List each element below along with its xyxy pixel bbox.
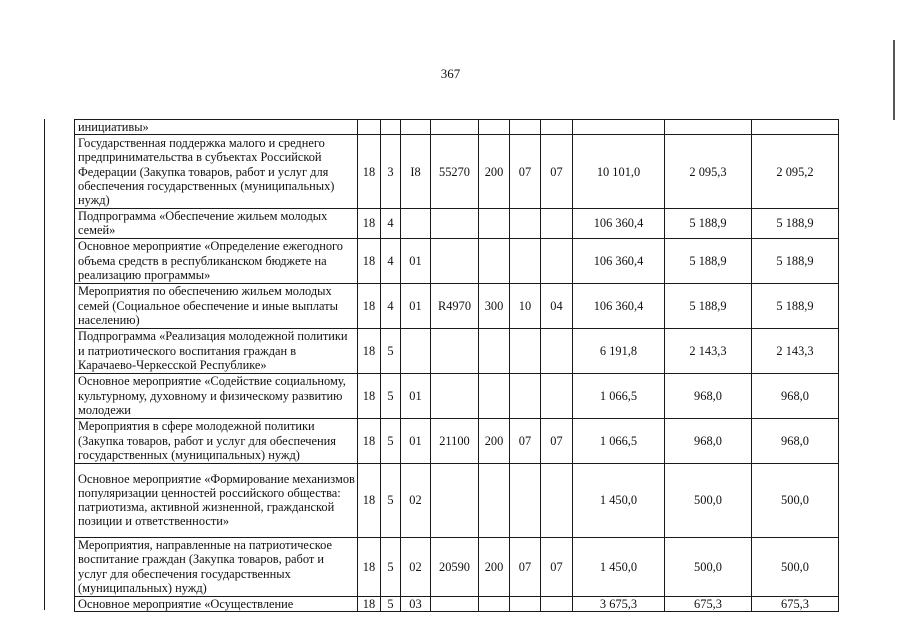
row-name: Мероприятия в сфере молодежной политики (Закупка товаров, работ и услуг для обеспечения государственных (муниципальных) нужд) bbox=[75, 418, 358, 463]
row-amount-total: 1 066,5 bbox=[573, 418, 665, 463]
table-row bbox=[75, 135, 839, 209]
row-code-section bbox=[510, 209, 541, 238]
row-name: Подпрограмма «Реализация молодежной политики и патриотического воспитания граждан в Карачаево-Черкесской Республике» bbox=[75, 328, 358, 373]
row-code-subprogram: 5 bbox=[381, 537, 401, 596]
row-code-ministry: 18 bbox=[358, 283, 381, 328]
row-amount-2: 5 188,9 bbox=[665, 238, 752, 283]
row-code-section: 07 bbox=[510, 418, 541, 463]
row-code-subsection: 04 bbox=[541, 283, 573, 328]
row-name: Основное мероприятие «Содействие социальному, культурному, духовному и физическому развитию молодежи bbox=[75, 373, 358, 418]
row-amount-total: 6 191,8 bbox=[573, 328, 665, 373]
row-code-expense-type: 200 bbox=[479, 537, 510, 596]
row-code-subprogram: 5 bbox=[381, 328, 401, 373]
row-code-event: 03 bbox=[401, 596, 431, 611]
table-row bbox=[75, 238, 839, 283]
row-code-expense-type bbox=[479, 120, 510, 135]
row-code-ministry: 18 bbox=[358, 328, 381, 373]
row-code-direction bbox=[431, 209, 479, 238]
row-code-subprogram: 3 bbox=[381, 135, 401, 209]
table-row bbox=[75, 283, 839, 328]
row-code-direction bbox=[431, 463, 479, 537]
row-code-section: 07 bbox=[510, 135, 541, 209]
row-code-section bbox=[510, 373, 541, 418]
table-row bbox=[75, 209, 839, 238]
row-amount-2 bbox=[665, 120, 752, 135]
row-code-subsection: 07 bbox=[541, 537, 573, 596]
row-code-event: 01 bbox=[401, 238, 431, 283]
row-name: инициативы» bbox=[75, 120, 358, 135]
row-code-event: 02 bbox=[401, 537, 431, 596]
table-row bbox=[75, 328, 839, 373]
row-code-direction bbox=[431, 328, 479, 373]
row-amount-2: 5 188,9 bbox=[665, 283, 752, 328]
row-code-section bbox=[510, 120, 541, 135]
row-code-expense-type: 200 bbox=[479, 135, 510, 209]
row-code-subprogram: 4 bbox=[381, 283, 401, 328]
row-code-event: 01 bbox=[401, 283, 431, 328]
row-code-direction bbox=[431, 238, 479, 283]
row-code-subprogram bbox=[381, 120, 401, 135]
row-code-direction bbox=[431, 596, 479, 611]
row-amount-2: 968,0 bbox=[665, 418, 752, 463]
row-amount-3: 500,0 bbox=[752, 463, 839, 537]
table-row bbox=[75, 596, 839, 611]
row-code-subsection bbox=[541, 120, 573, 135]
row-amount-2: 5 188,9 bbox=[665, 209, 752, 238]
row-code-event bbox=[401, 209, 431, 238]
row-code-expense-type bbox=[479, 209, 510, 238]
row-amount-3 bbox=[752, 120, 839, 135]
row-amount-total: 1 450,0 bbox=[573, 537, 665, 596]
table-row bbox=[75, 537, 839, 596]
row-amount-2: 968,0 bbox=[665, 373, 752, 418]
row-code-subprogram: 4 bbox=[381, 238, 401, 283]
row-code-subsection bbox=[541, 463, 573, 537]
row-name: Основное мероприятие «Формирование механизмов популяризации ценностей российского общества: патриотизма, активной жизненной, гражданской позиции и ответственности» bbox=[75, 463, 358, 537]
row-code-section bbox=[510, 328, 541, 373]
row-amount-total bbox=[573, 120, 665, 135]
page-number: 367 bbox=[440, 66, 461, 81]
row-code-subprogram: 5 bbox=[381, 463, 401, 537]
row-code-expense-type: 300 bbox=[479, 283, 510, 328]
row-code-direction: 55270 bbox=[431, 135, 479, 209]
row-code-event bbox=[401, 328, 431, 373]
row-code-section: 07 bbox=[510, 537, 541, 596]
row-code-ministry: 18 bbox=[358, 463, 381, 537]
row-amount-total: 10 101,0 bbox=[573, 135, 665, 209]
table-left-border bbox=[44, 119, 45, 610]
row-amount-total: 1 450,0 bbox=[573, 463, 665, 537]
row-amount-3: 968,0 bbox=[752, 418, 839, 463]
row-code-section bbox=[510, 238, 541, 283]
row-name: Мероприятия по обеспечению жильем молодых семей (Социальное обеспечение и иные выплаты населению) bbox=[75, 283, 358, 328]
row-amount-3: 2 143,3 bbox=[752, 328, 839, 373]
row-amount-2: 500,0 bbox=[665, 537, 752, 596]
row-code-direction: R4970 bbox=[431, 283, 479, 328]
row-code-expense-type bbox=[479, 328, 510, 373]
row-code-subprogram: 4 bbox=[381, 209, 401, 238]
row-code-section: 10 bbox=[510, 283, 541, 328]
row-code-expense-type bbox=[479, 373, 510, 418]
row-code-direction: 21100 bbox=[431, 418, 479, 463]
row-name: Мероприятия, направленные на патриотическое воспитание граждан (Закупка товаров, работ и услуг для обеспечения государственных (муниципальных) нужд) bbox=[75, 537, 358, 596]
row-amount-total: 3 675,3 bbox=[573, 596, 665, 611]
row-amount-total: 106 360,4 bbox=[573, 209, 665, 238]
row-code-direction: 20590 bbox=[431, 537, 479, 596]
row-amount-3: 2 095,2 bbox=[752, 135, 839, 209]
table-row bbox=[75, 463, 839, 537]
row-code-expense-type bbox=[479, 238, 510, 283]
row-amount-3: 675,3 bbox=[752, 596, 839, 611]
row-code-subsection: 07 bbox=[541, 418, 573, 463]
row-amount-total: 106 360,4 bbox=[573, 238, 665, 283]
row-code-subprogram: 5 bbox=[381, 373, 401, 418]
row-amount-total: 1 066,5 bbox=[573, 373, 665, 418]
row-code-direction bbox=[431, 373, 479, 418]
row-name: Основное мероприятие «Осуществление bbox=[75, 596, 358, 611]
row-code-section bbox=[510, 463, 541, 537]
row-code-subsection: 07 bbox=[541, 135, 573, 209]
row-code-ministry bbox=[358, 120, 381, 135]
row-code-event: 02 bbox=[401, 463, 431, 537]
row-amount-2: 2 095,3 bbox=[665, 135, 752, 209]
row-code-event: 01 bbox=[401, 373, 431, 418]
row-code-subsection bbox=[541, 328, 573, 373]
row-code-subsection bbox=[541, 238, 573, 283]
row-name: Подпрограмма «Обеспечение жильем молодых семей» bbox=[75, 209, 358, 238]
row-code-event: I8 bbox=[401, 135, 431, 209]
row-name: Государственная поддержка малого и среднего предпринимательства в субъектах Российской Федерации (Закупка товаров, работ и услуг для обеспечения государственных (муниципальных) нужд) bbox=[75, 135, 358, 209]
row-code-event: 01 bbox=[401, 418, 431, 463]
row-amount-3: 968,0 bbox=[752, 373, 839, 418]
row-code-event bbox=[401, 120, 431, 135]
row-code-expense-type bbox=[479, 463, 510, 537]
row-code-expense-type: 200 bbox=[479, 418, 510, 463]
row-code-ministry: 18 bbox=[358, 238, 381, 283]
row-code-subsection bbox=[541, 596, 573, 611]
row-code-ministry: 18 bbox=[358, 596, 381, 611]
row-code-section bbox=[510, 596, 541, 611]
row-code-ministry: 18 bbox=[358, 418, 381, 463]
row-amount-2: 500,0 bbox=[665, 463, 752, 537]
table-row bbox=[75, 373, 839, 418]
table-row bbox=[75, 120, 839, 135]
row-amount-2: 675,3 bbox=[665, 596, 752, 611]
row-amount-3: 5 188,9 bbox=[752, 209, 839, 238]
row-amount-3: 5 188,9 bbox=[752, 283, 839, 328]
row-code-direction bbox=[431, 120, 479, 135]
row-code-subsection bbox=[541, 373, 573, 418]
budget-table bbox=[74, 119, 839, 612]
row-amount-total: 106 360,4 bbox=[573, 283, 665, 328]
row-amount-2: 2 143,3 bbox=[665, 328, 752, 373]
budget-table-body bbox=[75, 120, 839, 612]
row-code-ministry: 18 bbox=[358, 373, 381, 418]
row-amount-3: 500,0 bbox=[752, 537, 839, 596]
row-code-subprogram: 5 bbox=[381, 418, 401, 463]
row-code-subprogram: 5 bbox=[381, 596, 401, 611]
row-amount-3: 5 188,9 bbox=[752, 238, 839, 283]
row-code-expense-type bbox=[479, 596, 510, 611]
row-code-subsection bbox=[541, 209, 573, 238]
row-code-ministry: 18 bbox=[358, 537, 381, 596]
row-code-ministry: 18 bbox=[358, 135, 381, 209]
row-code-ministry: 18 bbox=[358, 209, 381, 238]
row-name: Основное мероприятие «Определение ежегодного объема средств в республиканском бюджете на реализацию программы» bbox=[75, 238, 358, 283]
table-row bbox=[75, 418, 839, 463]
